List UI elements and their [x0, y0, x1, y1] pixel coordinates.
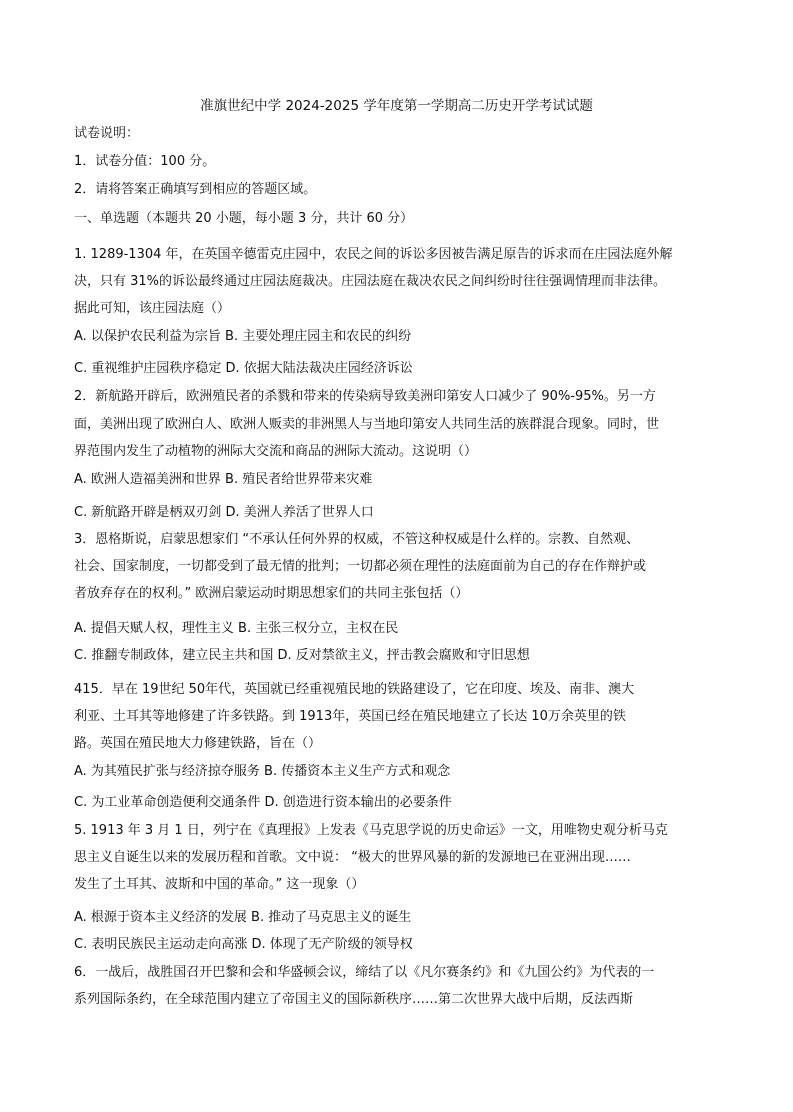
question-stem-line: 3．恩格斯说，启蒙思想家们 “不承认任何外界的权威，不管这种权威是什么样的。宗教、自然观、 [74, 532, 640, 547]
question-options: A. 提倡天赋人权，理性主义 B. 主张三权分立，主权在民 [74, 621, 399, 636]
question-options: A. 欧洲人造福美洲和世界 B. 殖民者给世界带来灾难 [74, 472, 373, 487]
question-stem-line: 面，美洲出现了欧洲白人、欧洲人贩卖的非洲黑人与当地印第安人共同生活的族群混合现象。同时，世 [74, 417, 660, 432]
question-stem-line: 决，只有 31%的诉讼最终通过庄园法庭裁决。庄园法庭在裁决农民之间纠纷时往往强调情理而非法律。 [74, 274, 667, 289]
question-stem-line: 415．早在 19世纪 50年代，英国就已经重视殖民地的铁路建设了，它在印度、埃及、南非、澳大 [74, 682, 635, 697]
question-stem-line: 者放弃存在的权利。” 欧洲启蒙运动时期思想家们的共同主张包括（） [74, 586, 469, 601]
question-options: C. 新航路开辟是柄双刃剑 D. 美洲人养活了世界人口 [74, 505, 374, 520]
question-stem-line: 界范围内发生了动植物的洲际大交流和商品的洲际大流动。这说明（） [74, 444, 478, 459]
question-options: A. 根源于资本主义经济的发展 B. 推动了马克思主义的诞生 [74, 910, 412, 925]
question-stem-line: 据此可知，该庄园法庭（） [74, 301, 231, 316]
question-options: C. 推翻专制政体，建立民主共和国 D. 反对禁欲主义，抨击教会腐败和守旧思想 [74, 648, 530, 663]
question-stem-line: 6．一战后，战胜国召开巴黎和会和华盛顿会议，缔结了以《凡尔赛条约》和《九国公约》为代表的一 [74, 965, 655, 980]
question-stem-line: 发生了土耳其、波斯和中国的革命。” 这一现象（） [74, 877, 365, 892]
question-stem-line: 2．新航路开辟后，欧洲殖民者的杀戮和带来的传染病导致美洲印第安人口减少了 90%-95%。另一方 [74, 389, 656, 404]
section-heading: 一、单选题（本题共 20 小题，每小题 3 分，共计 60 分） [74, 211, 414, 226]
exam-title: 准旗世纪中学 2024-2025 学年度第一学期高二历史开学考试试题 [200, 98, 593, 114]
question-stem-line: 1. 1289-1304 年，在英国辛德雷克庄园中，农民之间的诉讼多因被告满足原告的诉求而在庄园法庭外解 [74, 247, 673, 262]
question-stem-line: 社会、国家制度，一切都受到了最无情的批判；一切都必须在理性的法庭面前为自己的存在作辩护或 [74, 559, 647, 574]
instruction-item: 1．试卷分值：100 分。 [74, 154, 216, 169]
question-options: A. 以保护农民利益为宗旨 B. 主要处理庄园主和农民的纠纷 [74, 329, 412, 344]
instructions-heading: 试卷说明： [74, 126, 140, 141]
question-stem-line: 思主义自诞生以来的发展历程和首歌。文中说： “极大的世界风暴的新的发源地已在亚洲出现…… [74, 850, 631, 865]
question-stem-line: 利亚、土耳其等地修建了许多铁路。到 1913年，英国已经在殖民地建立了长达 10万余英里的铁 [74, 709, 626, 724]
question-options: C. 表明民族民主运动走向高涨 D. 体现了无产阶级的领导权 [74, 937, 413, 952]
question-stem-line: 系列国际条约，在全球范围内建立了帝国主义的国际新秩序……第二次世界大战中后期，反法西斯 [74, 992, 634, 1007]
question-options: A. 为其殖民扩张与经济掠夺服务 B. 传播资本主义生产方式和观念 [74, 764, 451, 779]
question-options: C. 为工业革命创造便利交通条件 D. 创造进行资本输出的必要条件 [74, 795, 452, 810]
instruction-item: 2．请将答案正确填写到相应的答题区域。 [74, 182, 317, 197]
question-options: C. 重视维护庄园秩序稳定 D. 依据大陆法裁决庄园经济诉讼 [74, 361, 413, 376]
question-stem-line: 路。英国在殖民地大力修建铁路，旨在（） [74, 736, 322, 751]
question-stem-line: 5. 1913 年 3 月 1 日，列宁在《真理报》上发表《马克思学说的历史命运》一文，用唯物史观分析马克 [74, 823, 668, 838]
